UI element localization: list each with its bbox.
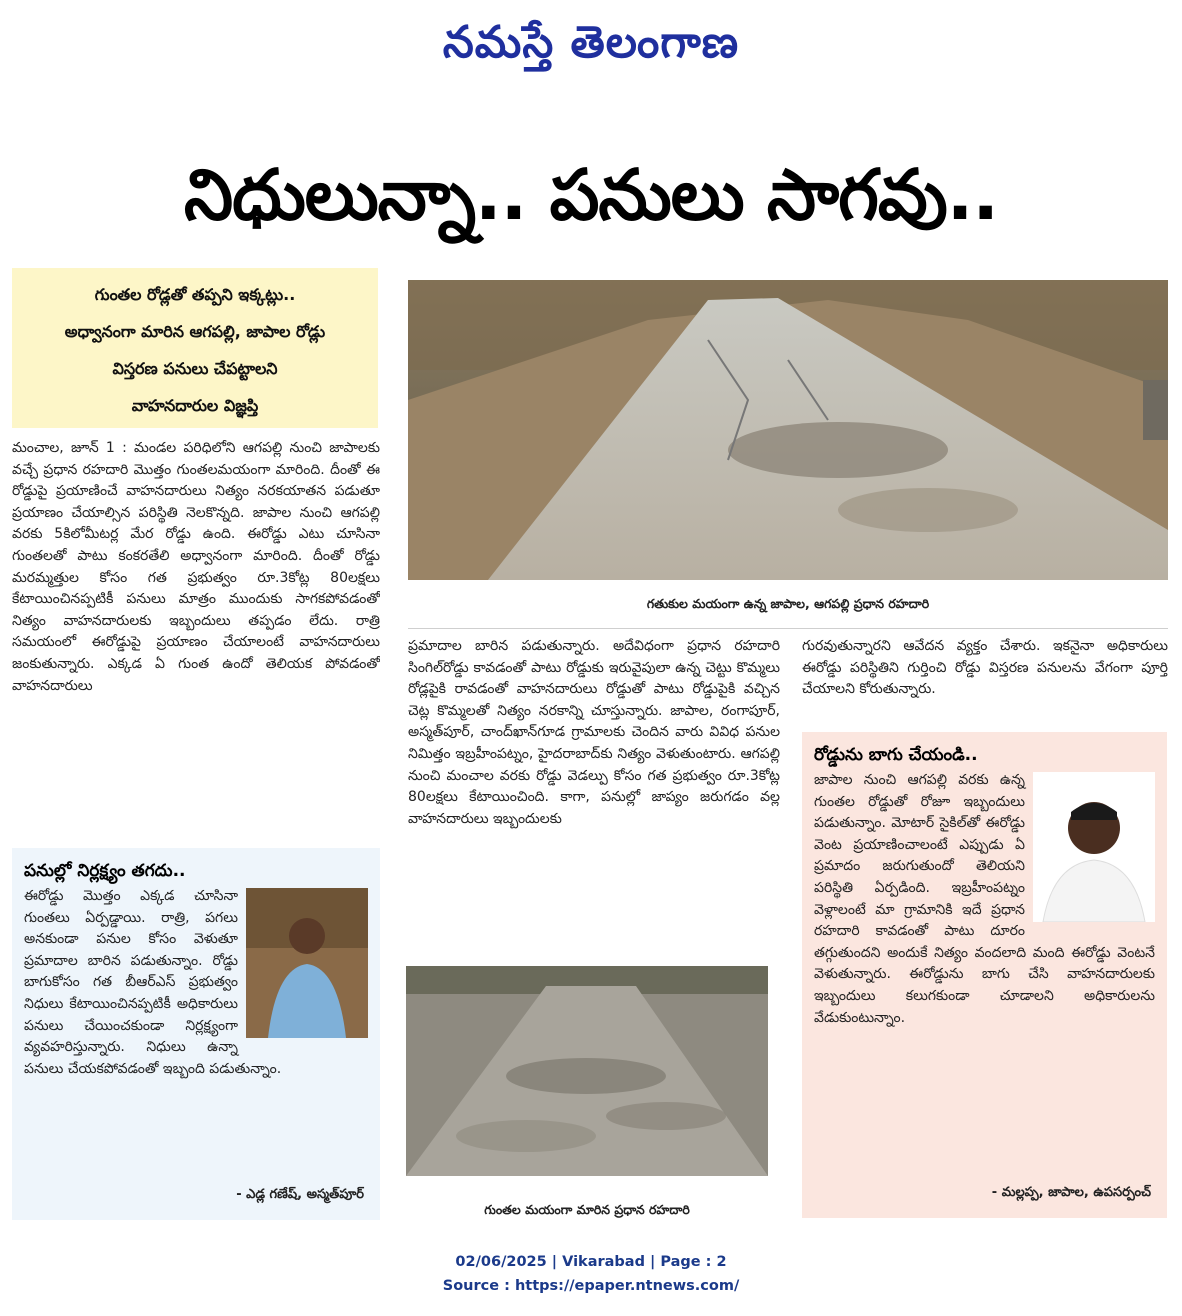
road-photo-bottom (406, 966, 768, 1176)
quote-title: రోడ్డును బాగు చేయండి.. (814, 745, 978, 765)
article-column-2 (408, 636, 780, 948)
quote-title: పనుల్లో నిర్లక్ష్యం తగదు.. (24, 861, 186, 881)
article-text: ప్రమాదాల బారిన పడుతున్నారు. అదేవిధంగా ప్రధాన రహదారి సింగిల్‌రోడ్డు కావడంతో పాటు రోడ్డుకు ఇరువైపులా ఉన్న చెట్టు కొమ్మలు రోడ్లపైకి రావడంతో వాహనదారులు రోడ్డుతో పాటు రోడ్డుపైకి వచ్చిన చెట్ల కొమ్మలతో నిత్యం నరకాన్ని చూస్తున్నారు. జాపాల, రంగాపూర్, అస్మత్‌పూర్, చాంద్‌ఖాన్‌గూడ గ్రామాలకు చెందిన వారు వివిధ పనుల నిమిత్తం ఇబ్రహీంపట్నం, హైదరాబాద్‌కు నిత్యం వెళుతుంటారు. ఆగపల్లి నుంచి మంచాల వరకు రోడ్డు వెడల్పు కోసం గత ప్రభుత్వం రూ.3కోట్ల 80లక్షలు కేటాయించింది. కాగా, పనుల్లో జాప్యం జరుగడం వల్ల వాహనదారులు ఇబ్బందులకు (408, 638, 780, 827)
quote-text: ఈరోడ్డు మొత్తం ఎక్కడ చూసినా గుంతలు ఏర్పడ్డాయి. రాత్రి, పగలు అనకుండా పనుల కోసం వెళుతూ ప్రమాదాల బారిన పడుతున్నాం. రోడ్డు బాగుకోసం గత బీఆర్‌ఎస్ ప్రభుత్వం నిధులు కేటాయించినప్పటికీ అధికారులు పనులు చేయించకుండా నిర్లక్ష్యంగా వ్యవహరిస్తున్నారు. నిధులు ఉన్నా పనులు చేయకపోవడంతో ఇబ్బంది పడుతున్నాం. (24, 888, 282, 1077)
quote-text: జాపాల నుంచి ఆగపల్లి వరకు ఉన్న గుంతల రోడ్డుతో రోజూ ఇబ్బందులు పడుతున్నాం. మోటార్ సైకిల్‌తో ఈరోడ్డు వెంట ప్రయాణించాలంటే ఎప్పుడు ఏ ప్రమాదం జరుగుతుందో తెలియని పరిస్థితి ఏర్పడింది. ఇబ్రహీంపట్నం వెళ్లాలంటే మా గ్రామానికి ఇదే ప్రధాన రహదారి కావడంతో పాటు దూరం తగ్గుతుందని అందుకే నిత్యం వందలాది మంది ఈరోడ్డు వెంటనే వెళుతున్నారు. ఈరోడ్డును బాగు చేసి వాహనదారులకు ఇబ్బందులు కలుగకుండా చూడాలని అధికారులను వేడుకుంటున్నాం. (814, 772, 1155, 1026)
quote-signature: - ఎడ్ల గణేష్, అస్మత్‌పూర్ (236, 1187, 364, 1203)
footer-date-edition: 02/06/2025 | Vikarabad | Page : 2 (455, 1254, 727, 1270)
portrait-photo (246, 888, 368, 1038)
headline: నిధులున్నా.. పనులు సాగవు.. (184, 154, 998, 236)
quote-box-left (12, 848, 380, 1220)
article-column-1 (12, 438, 380, 834)
article-text: మంచాల, జూన్ 1 : మండల పరిధిలోని ఆగపల్లి నుంచి జాపాలకు వచ్చే ప్రధాన రహదారి మొత్తం గుంతలమయంగా మారింది. దీంతో ఈ రోడ్డుపై ప్రయాణించే వాహనదారులు నిత్యం నరకయాతన పడుతూ ప్రయాణం చేయాల్సిన పరిస్థితి నెలకొన్నది. జాపాల నుంచి ఆగపల్లి వరకు 5కిలోమీటర్ల మేర రోడ్డు ఉంది. ఈరోడ్డు ఎటు చూసినా గుంతలతో పాటు కంకరతేలి అధ్వానంగా మారింది. దీంతో రోడ్డు మరమ్మత్తుల కోసం గత ప్రభుత్వం రూ.3కోట్ల 80లక్షలు కేటాయించినప్పటికీ పనులు మాత్రం ముందుకు సాగకపోవడంతో నిత్యం వాహనదారులకు ఇబ్బందులు తప్పడం లేదు. రాత్రి సమయంలో ఈరోడ్డుపై ప్రయాణం చేయాలంటే వాహనదారులు జంకుతున్నారు. ఎక్కడ ఏ గుంత ఉందో తెలియక పోవడంతో వాహనదారులు (12, 440, 380, 694)
footer-source-link[interactable]: Source : https://epaper.ntnews.com/ (442, 1278, 740, 1294)
article-column-3 (802, 636, 1168, 726)
quote-signature: - మల్లప్ప, జాపాల, ఉపసర్పంచ్ (991, 1185, 1151, 1201)
portrait-photo (1033, 772, 1155, 922)
deck-line: అధ్వానంగా మారిన ఆగపల్లి, జాపాల రోడ్లు (64, 322, 326, 341)
road-photo-top (408, 280, 1168, 580)
deck-line: గుంతల రోడ్లతో తప్పని ఇక్కట్లు.. (94, 285, 296, 304)
article-text: గురవుతున్నారని ఆవేదన వ్యక్తం చేశారు. ఇకనైనా అధికారులు ఈరోడ్డు పరిస్థితిని గుర్తించి రోడ్డు విస్తరణ పనులను వేగంగా పూర్తి చేయాలని కోరుతున్నారు. (802, 638, 1168, 698)
masthead-logo: నమస్తే తెలంగాణ (442, 17, 740, 68)
quote-box-right (802, 732, 1167, 1218)
deck-box (12, 268, 378, 428)
divider (408, 628, 1168, 629)
deck-line: విస్తరణ పనులు చేపట్టాలని (112, 359, 278, 378)
deck-line: వాహనదారుల విజ్ఞప్తి (131, 396, 259, 415)
photo-caption-bottom: గుంతల మయంగా మారిన ప్రధాన రహదారి (484, 1202, 690, 1217)
photo-caption-top: గతుకుల మయంగా ఉన్న జాపాల, ఆగపల్లి ప్రధాన రహదారి (646, 596, 930, 611)
